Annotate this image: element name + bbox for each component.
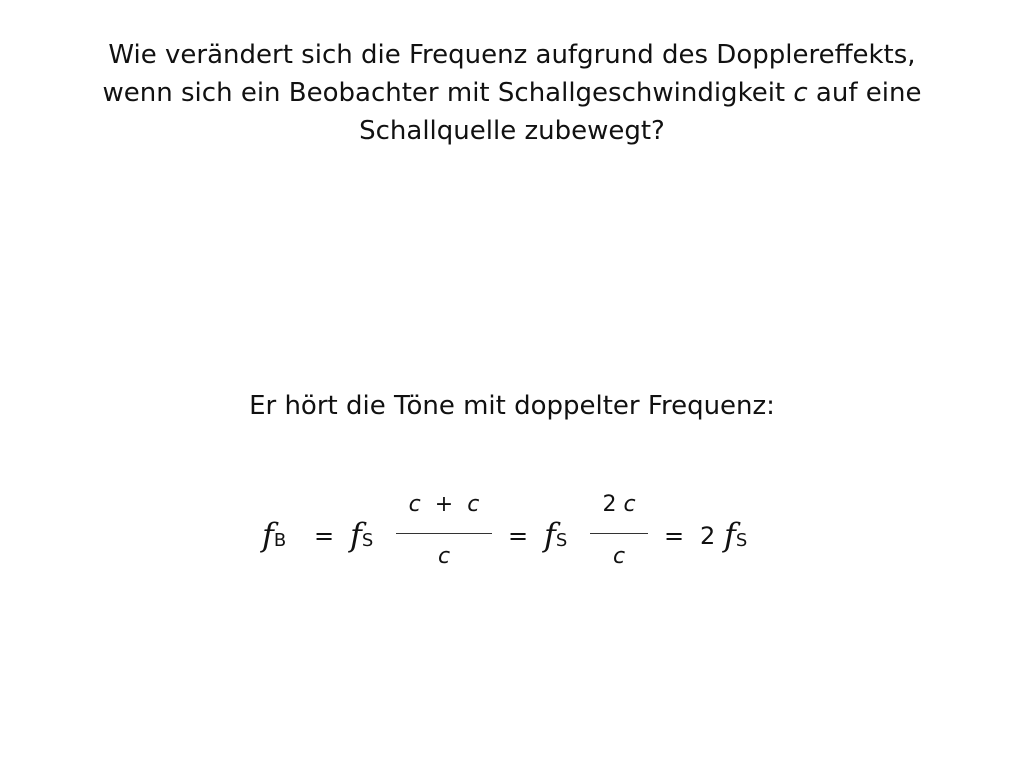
formula-result-coef: 2 bbox=[700, 522, 716, 550]
formula-fs-1-sub: S bbox=[361, 530, 374, 551]
formula-fs-3 bbox=[724, 516, 747, 554]
question-line-2-before: wenn sich ein Beobachter mit Schallgeschwindigkeit bbox=[102, 78, 794, 108]
formula-fs-1-var: f bbox=[350, 516, 362, 554]
fraction-2-num-var: c bbox=[623, 492, 636, 517]
formula-equals-2: = bbox=[508, 522, 529, 550]
fraction-1-numerator bbox=[396, 492, 492, 517]
formula-equals-1: = bbox=[314, 522, 335, 550]
fraction-1-num-b: c bbox=[467, 492, 480, 517]
fraction-1-num-op: + bbox=[434, 492, 454, 517]
formula-fs-2-sub: S bbox=[555, 530, 568, 551]
formula-lhs-var: f bbox=[262, 516, 274, 554]
question-line-3: Schallquelle zubewegt? bbox=[359, 116, 665, 146]
doppler-formula bbox=[262, 488, 782, 588]
formula-lhs-sub: B bbox=[273, 530, 287, 551]
fraction-1-bar bbox=[396, 533, 492, 534]
question-line-2-after: auf eine bbox=[807, 78, 922, 108]
formula-equals-3: = bbox=[664, 522, 685, 550]
question-text bbox=[40, 36, 984, 150]
question-line-1: Wie verändert sich die Frequenz aufgrund des Dopplereffekts, bbox=[108, 40, 916, 70]
fraction-2-numerator bbox=[590, 492, 648, 517]
formula-fs-2 bbox=[544, 516, 567, 554]
formula-fs-1 bbox=[350, 516, 373, 554]
fraction-1-denominator: c bbox=[437, 544, 451, 569]
question-var-c: c bbox=[793, 78, 808, 108]
fraction-2-num-coef: 2 bbox=[602, 492, 617, 517]
fraction-2-denominator: c bbox=[612, 544, 626, 569]
formula-fs-2-var: f bbox=[544, 516, 556, 554]
formula-lhs bbox=[262, 516, 286, 554]
formula-fs-3-sub: S bbox=[735, 530, 748, 551]
formula-fs-3-var: f bbox=[724, 516, 736, 554]
fraction-1-num-a: c bbox=[408, 492, 421, 517]
answer-text: Er hört die Töne mit doppelter Frequenz: bbox=[249, 391, 775, 421]
question-line-2 bbox=[40, 74, 984, 112]
fraction-2-bar bbox=[590, 533, 648, 534]
